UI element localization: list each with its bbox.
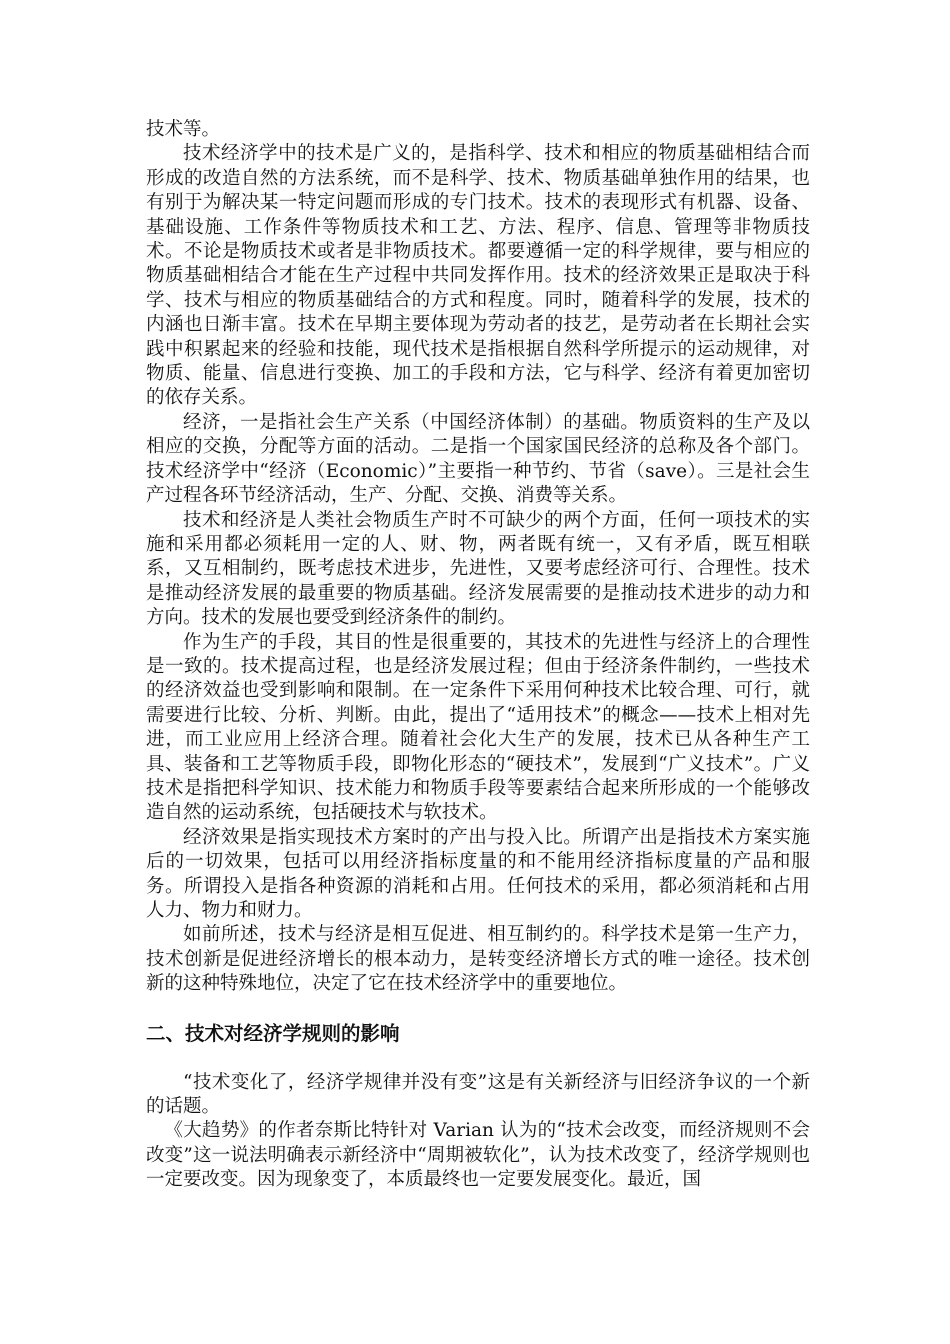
paragraph-economic-effect: 经济效果是指实现技术方案时的产出与投入比。所谓产出是指技术方案实施后的一切效果，包括可以用经济指标度量的和不能用经济指标度量的产品和服务。所谓投入是指各种资源的消耗和占用。任何技术的采用，都必须消耗和占用人力、物力和财力。: [146, 826, 810, 921]
paragraph-technology-definition: 技术经济学中的技术是广义的，是指科学、技术和相应的物质基础相结合而形成的改造自然的方法系统，而不是科学、技术、物质基础单独作用的结果，也有别于为解决某一特定问题而形成的专门技术。技术的表现形式有机器、设备、基础设施、工作条件等物质技术和工艺、方法、程序、信息、管理等非物质技术。不论是物质技术或者是非物质技术。都要遵循一定的科学规律，要与相应的物质基础相结合才能在生产过程中共同发挥作用。技术的经济效果正是取决于科学、技术与相应的物质基础结合的方式和程度。同时，随着科学的发展，技术的内涵也日渐丰富。技术在早期主要体现为劳动者的技艺，是劳动者在长期社会实践中积累起来的经验和技能，现代技术是指根据自然科学所提示的运动规律，对物质、能量、信息进行变换、加工的手段和方法，它与科学、经济有着更加密切的依存关系。: [146, 143, 810, 409]
section-heading: 二、技术对经济学规则的影响: [146, 1021, 400, 1045]
paragraph-technology-economy-relation: 技术和经济是人类社会物质生产时不可缺少的两个方面，任何一项技术的实施和采用都必须耗用一定的人、财、物，两者既有统一，又有矛盾，既互相联系，又互相制约，既考虑技术进步，先进性，又要考虑经济可行、合理性。技术是推动经济发展的最重要的物质基础。经济发展需要的是推动技术进步的动力和方向。技术的发展也要受到经济条件的制约。: [146, 509, 810, 629]
paragraph-appropriate-technology: 作为生产的手段，其目的性是很重要的，其技术的先进性与经济上的合理性是一致的。技术提高过程，也是经济发展过程；但由于经济条件制约，一些技术的经济效益也受到影响和限制。在一定条件下采用何种技术比较合理、可行，就需要进行比较、分析、判断。由此，提出了“适用技术”的概念——技术上相对先进，而工业应用上经济合理。随着社会化大生产的发展，技术已从各种生产工具、装备和工艺等物质手段，即物化形态的“硬技术”，发展到“广义技术”。广义技术是指把科学知识、技术能力和物质手段等要素结合起来所形成的一个能够改造自然的运动系统，包括硬技术与软技术。: [146, 631, 810, 824]
document-body: [146, 118, 810, 1193]
paragraph-continuation: 技术等。: [146, 119, 221, 140]
paragraph-innovation: 如前所述，技术与经济是相互促进、相互制约的。科学技术是第一生产力，技术创新是促进经济增长的根本动力，是转变经济增长方式的唯一途径。技术创新的这种特殊地位，决定了它在技术经济学中的重要地位。: [146, 924, 810, 995]
paragraph-new-old-economy: “技术变化了，经济学规律并没有变”这是有关新经济与旧经济争议的一个新的话题。: [146, 1071, 810, 1118]
paragraph-economy-definition: 经济，一是指社会生产关系（中国经济体制）的基础。物质资料的生产及以相应的交换，分配等方面的活动。二是指一个国家国民经济的总称及各个部门。技术经济学中“经济（Economic）”主要指一种节约、节省（save）。三是社会生产过程各环节经济活动，生产、分配、交换、消费等关系。: [146, 411, 810, 507]
paragraph-megatrends: 《大趋势》的作者奈斯比特针对 Varian 认为的“技术会改变，而经济规则不会改变”这一说法明确表示新经济中“周期被软化”，认为技术改变了，经济学规则也一定要改变。因为现象变了，本质最终也一定要发展变化。最近，国: [146, 1120, 810, 1191]
